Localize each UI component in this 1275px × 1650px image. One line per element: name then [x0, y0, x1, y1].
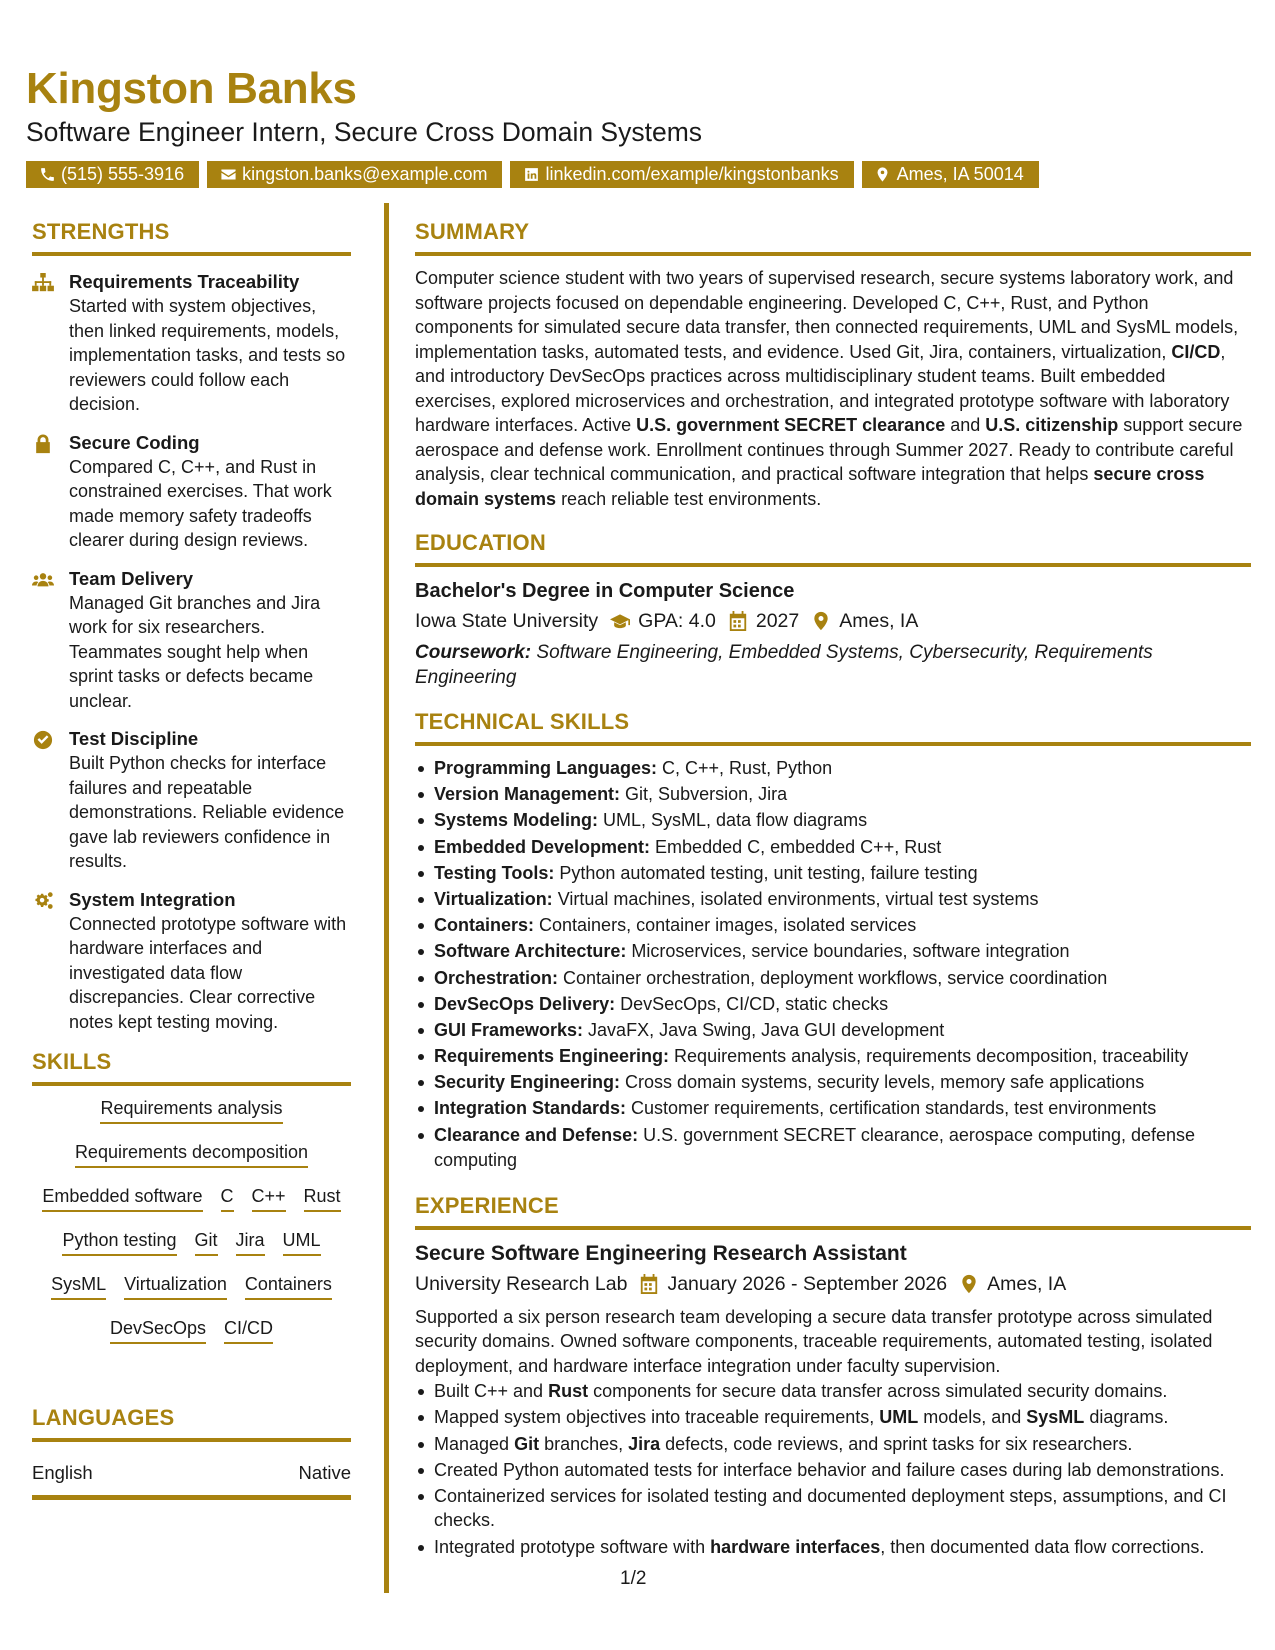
- strength-item: [32, 727, 351, 874]
- technical-skill-value: Containers, container images, isolated services: [534, 915, 917, 936]
- job-meta: [415, 1269, 1251, 1299]
- degree-title: Bachelor's Degree in Computer Science: [415, 580, 795, 602]
- technical-skill-item: [415, 808, 1251, 834]
- graduation-year: 2027: [755, 610, 800, 632]
- technical-skill-label: Requirements Engineering:: [434, 1046, 670, 1067]
- contact-linkedin[interactable]: [510, 161, 853, 188]
- strength-desc: Compared C, C++, and Rust in constrained exercises. That work made memory safety tradeoffs clearer during design reviews.: [69, 456, 332, 550]
- job-bullet: [415, 1405, 1251, 1430]
- bullet-emphasis: SysML: [1026, 1407, 1085, 1428]
- technical-skill-value: Embedded C, embedded C++, Rust: [650, 836, 942, 857]
- job-bullet: [415, 1379, 1251, 1404]
- summary-emphasis: CI/CD: [1171, 341, 1221, 362]
- skill-tag: Requirements decomposition: [75, 1140, 308, 1168]
- section-rule: [415, 252, 1251, 256]
- summary-emphasis: secure cross domain systems: [415, 464, 1205, 509]
- strength-desc: Managed Git branches and Jira work for six researchers. Teammates sought help when sprint tasks or defects became unclear.: [69, 592, 321, 711]
- bullet-text: Containerized services for isolated testing and documented deployment steps, assumptions, and CI checks.: [434, 1485, 1227, 1531]
- technical-skill-label: Security Engineering:: [434, 1072, 621, 1093]
- education-meta: [415, 606, 1251, 636]
- section-rule: [415, 742, 1251, 746]
- technical-skill-label: Software Architecture:: [434, 941, 627, 962]
- job-location: Ames, IA: [987, 1272, 1067, 1295]
- bullet-emphasis: hardware interfaces: [710, 1536, 881, 1557]
- technical-skill-label: Integration Standards:: [434, 1098, 627, 1119]
- strength-item: [32, 270, 351, 417]
- calendar-icon: [724, 610, 752, 632]
- technical-skill-item: [415, 1123, 1251, 1174]
- technical-skill-item: [415, 887, 1251, 913]
- strengths-section: [32, 218, 351, 1034]
- contact-phone-text: (515) 555-3916: [61, 164, 185, 184]
- education-section: [415, 529, 1251, 690]
- technical-skill-value: DevSecOps, CI/CD, static checks: [615, 993, 889, 1014]
- language-item: [32, 1461, 351, 1485]
- technical-skill-label: Orchestration:: [434, 967, 559, 988]
- job-bullet: [415, 1458, 1251, 1483]
- bullet-text: components for secure data transfer across simulated security domains.: [588, 1381, 1168, 1402]
- bullet-text: , then documented data flow corrections.: [880, 1536, 1205, 1557]
- skill-tag: Containers: [245, 1272, 332, 1300]
- technical-skill-label: Clearance and Defense:: [434, 1124, 639, 1145]
- technical-skill-item: [415, 1044, 1251, 1070]
- summary-run: Computer science student with two years of supervised research, secure systems laboratory work, and software projects focused on dependable engineering. Developed C, C++, Rust, and Python components for simulated secure data transfer, then connected requirements, UML and SysML models, implementation tasks, automated tests, and evidence. Used Git, Jira, containers, virtualization,: [415, 268, 1239, 362]
- skill-tag: Rust: [304, 1184, 341, 1212]
- technical-skill-item: [415, 913, 1251, 939]
- envelope-icon: [219, 166, 237, 184]
- technical-skills-section: [415, 708, 1251, 1174]
- technical-skill-label: Testing Tools:: [434, 862, 555, 883]
- strengths-heading: STRENGTHS: [32, 219, 170, 244]
- technical-skill-label: GUI Frameworks:: [434, 1019, 584, 1040]
- location-pin-icon: [874, 166, 892, 184]
- location-pin-icon: [955, 1273, 983, 1295]
- technical-skill-value: UML, SysML, data flow diagrams: [598, 810, 868, 831]
- skills-section: [32, 1048, 351, 1360]
- technical-skills-heading: TECHNICAL SKILLS: [415, 709, 630, 734]
- strength-title: Secure Coding: [69, 431, 200, 453]
- page-number: 1/2: [620, 1568, 647, 1589]
- bullet-emphasis: UML: [879, 1407, 919, 1428]
- column-divider: [384, 203, 389, 1593]
- technical-skill-value: Customer requirements, certification standards, test environments: [626, 1098, 1157, 1119]
- skill-tag: Git: [195, 1228, 218, 1256]
- technical-skill-item: [415, 835, 1251, 861]
- summary-run: support secure aerospace and defense work. Enrollment continues through Summer 2027. Ready to contribute careful analysis, clear technical communication, and practical software integration that helps: [415, 415, 1243, 484]
- strength-title: System Integration: [69, 888, 236, 910]
- summary-emphasis: U.S. citizenship: [985, 415, 1119, 435]
- bullet-text: Integrated prototype software with: [434, 1536, 711, 1557]
- skill-tag: Python testing: [62, 1228, 176, 1256]
- bullet-text: diagrams.: [1084, 1407, 1169, 1428]
- bullet-text: Managed: [434, 1433, 515, 1454]
- technical-skill-value: U.S. government SECRET clearance, aerospace computing, defense computing: [434, 1124, 1196, 1171]
- coursework: [415, 640, 1251, 690]
- summary-run: and: [945, 415, 986, 435]
- technical-skill-value: JavaFX, Java Swing, Java GUI development: [583, 1019, 945, 1040]
- education-location: Ames, IA: [839, 610, 919, 632]
- bullet-emphasis: Jira: [628, 1433, 661, 1454]
- lock-icon: [32, 431, 69, 553]
- cogs-icon: [32, 888, 69, 1035]
- technical-skill-value: Python automated testing, unit testing, failure testing: [554, 862, 978, 883]
- technical-skill-label: Systems Modeling:: [434, 810, 599, 831]
- technical-skill-label: Containers:: [434, 915, 535, 936]
- skill-tag: UML: [283, 1228, 321, 1256]
- skill-tag: DevSecOps: [110, 1316, 206, 1344]
- language-level-bar: [32, 1495, 351, 1500]
- technical-skill-item: [415, 1070, 1251, 1096]
- technical-skills-list: [415, 756, 1251, 1174]
- skill-tag: Requirements analysis: [100, 1096, 282, 1124]
- technical-skill-value: Git, Subversion, Jira: [620, 784, 788, 805]
- right-column: [415, 218, 1251, 1577]
- bullet-text: defects, code reviews, and sprint tasks for six researchers.: [660, 1433, 1133, 1454]
- school-name: Iowa State University: [415, 610, 599, 632]
- contact-location-text: Ames, IA 50014: [896, 164, 1024, 184]
- coursework-label: Coursework:: [415, 642, 532, 663]
- summary-run: reach reliable test environments.: [556, 488, 822, 509]
- strength-item: [32, 888, 351, 1035]
- job-summary: Supported a six person research team developing a secure data transfer prototype across simulated security domains. Owned software components, traceable requirements, automated testing, isolated deployment, and hardware interface integration under faculty supervision.: [415, 1306, 1213, 1376]
- summary-text: [415, 266, 1251, 511]
- technical-skill-label: Programming Languages:: [434, 758, 658, 778]
- bullet-emphasis: Git: [514, 1433, 540, 1454]
- experience-section: [415, 1192, 1251, 1559]
- bullet-text: models, and: [918, 1407, 1027, 1428]
- technical-skill-item: [415, 992, 1251, 1018]
- job-organization: University Research Lab: [415, 1272, 628, 1295]
- technical-skill-value: Cross domain systems, security levels, memory safe applications: [620, 1072, 1145, 1093]
- coursework-list: Software Engineering, Embedded Systems, Cybersecurity, Requirements Engineering: [415, 642, 1153, 688]
- languages-heading: LANGUAGES: [32, 1405, 175, 1430]
- section-rule: [415, 1226, 1251, 1230]
- technical-skill-item: [415, 782, 1251, 808]
- location-pin-icon: [807, 610, 835, 632]
- strength-desc: Connected prototype software with hardware interfaces and investigated data flow discrepancies. Clear corrective notes kept testing moving.: [69, 913, 347, 1032]
- section-rule: [415, 563, 1251, 567]
- technical-skill-label: Version Management:: [434, 784, 621, 805]
- strength-item: [32, 431, 351, 553]
- strength-title: Team Delivery: [69, 567, 194, 589]
- bullet-text: branches,: [539, 1433, 629, 1454]
- summary-section: [415, 218, 1251, 511]
- calendar-icon: [635, 1273, 663, 1295]
- job-bullet: [415, 1432, 1251, 1457]
- strength-desc: Started with system objectives, then linked requirements, models, implementation tasks, and tests so reviewers could follow each decision.: [69, 296, 346, 414]
- gpa: GPA: 4.0: [638, 610, 716, 632]
- contact-bar: [26, 161, 1256, 188]
- phone-icon: [38, 166, 56, 184]
- skill-tag: Embedded software: [42, 1184, 202, 1212]
- skill-tag: C++: [252, 1184, 286, 1212]
- technical-skill-value: C, C++, Rust, Python: [657, 758, 833, 778]
- education-heading: EDUCATION: [415, 530, 546, 555]
- bullet-text: Created Python automated tests for interface behavior and failure cases during lab demonstrations.: [434, 1459, 1225, 1480]
- contact-location: [862, 161, 1039, 188]
- job-bullets: [415, 1379, 1251, 1559]
- job-bullet: [415, 1484, 1251, 1533]
- language-name: English: [32, 1462, 93, 1483]
- section-rule: [32, 1082, 351, 1086]
- language-level: Native: [298, 1462, 351, 1483]
- strength-title: Requirements Traceability: [69, 271, 300, 292]
- skill-tag: C: [221, 1184, 234, 1212]
- technical-skill-value: Container orchestration, deployment workflows, service coordination: [558, 967, 1108, 988]
- skill-tag: Jira: [236, 1228, 265, 1256]
- bullet-text: Built C++ and: [434, 1381, 549, 1402]
- technical-skill-label: Virtualization:: [434, 888, 553, 909]
- technical-skill-label: DevSecOps Delivery:: [434, 993, 616, 1014]
- technical-skill-value: Microservices, service boundaries, software integration: [626, 941, 1070, 962]
- summary-heading: SUMMARY: [415, 219, 530, 244]
- strength-title: Test Discipline: [69, 728, 199, 749]
- left-column: [32, 218, 351, 1500]
- resume-header: [26, 62, 1256, 188]
- skills-heading: SKILLS: [32, 1049, 112, 1074]
- contact-email-text: kingston.banks@example.com: [242, 164, 488, 184]
- technical-skill-item: [415, 1018, 1251, 1044]
- bullet-text: Mapped system objectives into traceable requirements,: [434, 1407, 880, 1428]
- candidate-name: Kingston Banks: [26, 64, 357, 113]
- technical-skill-item: [415, 939, 1251, 965]
- technical-skill-label: Embedded Development:: [434, 836, 651, 857]
- section-rule: [32, 252, 351, 256]
- check-circle-icon: [32, 727, 69, 874]
- users-icon: [32, 567, 69, 714]
- technical-skill-value: Virtual machines, isolated environments, virtual test systems: [552, 888, 1039, 909]
- skill-tag: Virtualization: [124, 1272, 227, 1300]
- skill-tag: SysML: [51, 1272, 106, 1300]
- linkedin-icon: [522, 166, 540, 184]
- technical-skill-item: [415, 861, 1251, 887]
- skill-tag: CI/CD: [224, 1316, 273, 1344]
- skills-tag-list: [32, 1096, 351, 1360]
- technical-skill-item: [415, 756, 1251, 782]
- technical-skill-item: [415, 1096, 1251, 1122]
- languages-section: [32, 1404, 351, 1500]
- job-dates: January 2026 - September 2026: [667, 1272, 948, 1295]
- contact-email[interactable]: [207, 161, 502, 188]
- technical-skill-item: [415, 966, 1251, 992]
- summary-run: , and introductory DevSecOps practices across multidisciplinary student teams. Built embedded exercises, explored microservices and orchestration, and integrated prototype software with laboratory hardware interfaces. Active: [415, 341, 1230, 435]
- sitemap-icon: [32, 270, 69, 417]
- bullet-emphasis: Rust: [548, 1381, 589, 1402]
- graduation-cap-icon: [606, 610, 634, 632]
- candidate-title: Software Engineer Intern, Secure Cross Domain Systems: [26, 117, 703, 147]
- contact-linkedin-text: linkedin.com/example/kingstonbanks: [545, 164, 839, 184]
- technical-skill-value: Requirements analysis, requirements decomposition, traceability: [669, 1046, 1189, 1067]
- strength-desc: Built Python checks for interface failures and repeatable demonstrations. Reliable evidence gave lab reviewers confidence in results.: [69, 753, 345, 871]
- job-title: Secure Software Engineering Research Assistant: [415, 1241, 907, 1265]
- job-bullet: [415, 1535, 1251, 1560]
- strength-item: [32, 567, 351, 714]
- section-rule: [32, 1438, 351, 1442]
- experience-heading: EXPERIENCE: [415, 1192, 559, 1218]
- contact-phone[interactable]: [26, 161, 199, 188]
- summary-emphasis: U.S. government SECRET clearance: [636, 415, 946, 435]
